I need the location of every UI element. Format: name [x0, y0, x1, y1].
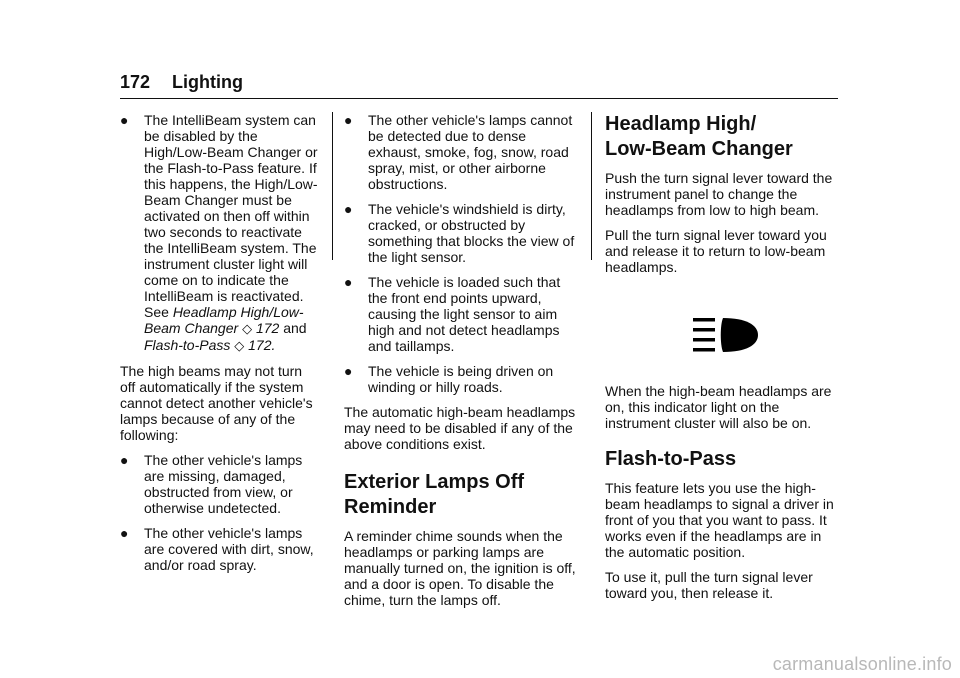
section-heading: Headlamp High/ Low-Beam Changer [605, 113, 793, 160]
column-2 [344, 112, 580, 617]
column-divider-1-lower [332, 230, 333, 260]
bullet-item [120, 452, 320, 516]
bullet-item [120, 525, 320, 573]
xref-arrow-icon: ◇ [234, 338, 245, 353]
section-heading: Flash-to-Pass [605, 448, 737, 470]
paragraph: When the high-beam headlamps are on, this indicator light on the instrument cluster will also be on. [605, 383, 832, 431]
bullet-dot: ● [344, 201, 353, 217]
bullet-text: The vehicle is being driven on winding or hilly roads. [368, 363, 554, 395]
paragraph: The high beams may not turn off automatically if the system cannot detect another vehicle's lamps because of any of the following: [120, 363, 313, 443]
bullet-dot: ● [344, 112, 353, 128]
bullet-dot: ● [120, 525, 129, 541]
bullet-item [120, 112, 320, 354]
see-label: See [144, 304, 169, 320]
bullet-text: The vehicle's windshield is dirty, cracked, or obstructed by something that blocks the view of the light sensor. [368, 201, 575, 265]
bullet-text: The vehicle is loaded such that the front end points upward, causing the light sensor to aim high and not detect headlamps and taillamps. [368, 274, 561, 354]
page-header [120, 72, 838, 93]
xref-link[interactable]: Headlamp High/Low-Beam Changer [144, 304, 304, 336]
bullet-dot: ● [344, 274, 353, 290]
bullet-dot: ● [344, 363, 353, 379]
page-number: 172 [120, 72, 151, 92]
bullet-item [344, 363, 580, 395]
watermark: carmanualsonline.info [772, 654, 952, 674]
header-rule [120, 98, 838, 99]
and-label: and [283, 320, 307, 336]
paragraph: The automatic high-beam headlamps may need to be disabled if any of the above conditions exist. [344, 404, 576, 452]
xref-arrow-icon: ◇ [242, 321, 253, 336]
xref-page[interactable]: 172. [248, 337, 276, 353]
paragraph: A reminder chime sounds when the headlamps or parking lamps are manually turned on, the ignition is off, and a door is open. To disable the chime, turn the lamps off. [344, 528, 576, 608]
paragraph: To use it, pull the turn signal lever toward you, then release it. [605, 569, 813, 601]
bullet-text: The other vehicle's lamps cannot be detected due to dense exhaust, smoke, fog, snow, road spray, mist, or other airborne obstructions. [368, 112, 573, 192]
paragraph: This feature lets you use the high-beam headlamps to signal a driver in front of you that you want to pass. It works even if the headlamps are in the automatic position. [605, 480, 834, 560]
high-beam-indicator-icon [690, 315, 760, 355]
xref-link[interactable]: Flash-to-Pass [144, 337, 231, 353]
paragraph: Pull the turn signal lever toward you and release it to return to low-beam headlamps. [605, 227, 827, 275]
section-title: Lighting [172, 72, 244, 92]
bullet-dot: ● [120, 112, 129, 128]
column-divider-2 [591, 112, 592, 260]
xref-page[interactable]: 172 [255, 320, 280, 336]
bullet-text: The IntelliBeam system can be disabled by the High/Low-Beam Changer or the Flash-to-Pass feature. If this happens, the High/Low-Beam Changer must be activated on then off within two seconds to reactivate the IntelliBeam system. The instrument cluster light will come on to indicate the IntelliBeam is reactivated. [144, 112, 318, 304]
bullet-text: The other vehicle's lamps are missing, damaged, obstructed from view, or otherwise undetected. [144, 452, 303, 516]
column-3 [605, 112, 841, 610]
paragraph: Push the turn signal lever toward the instrument panel to change the headlamps from low to high beam. [605, 170, 833, 218]
section-heading: Exterior Lamps Off Reminder [344, 471, 525, 518]
bullet-item [344, 274, 580, 354]
bullet-dot: ● [120, 452, 129, 468]
bullet-item [344, 112, 580, 192]
column-1 [120, 112, 320, 582]
bullet-text: The other vehicle's lamps are covered with dirt, snow, and/or road spray. [144, 525, 314, 573]
bullet-item [344, 201, 580, 265]
